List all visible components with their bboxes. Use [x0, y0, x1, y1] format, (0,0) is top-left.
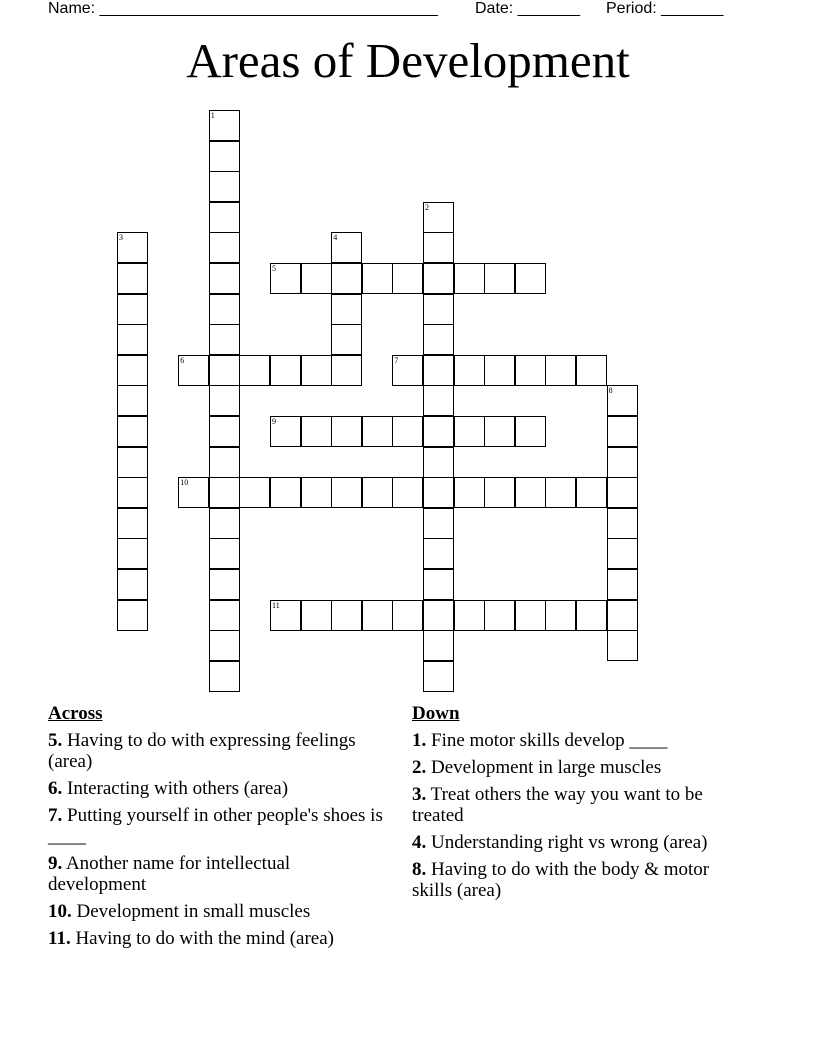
crossword-cell[interactable] [576, 600, 607, 631]
crossword-cell[interactable] [270, 600, 301, 631]
crossword-cell[interactable] [392, 600, 423, 631]
crossword-cell[interactable] [423, 263, 454, 294]
crossword-cell[interactable] [117, 355, 148, 386]
crossword-cell[interactable] [178, 355, 209, 386]
crossword-cell[interactable] [423, 416, 454, 447]
crossword-cell[interactable] [454, 416, 485, 447]
clue-across-7: 7. Putting yourself in other people's shoes is ____ [48, 805, 383, 847]
crossword-cell[interactable] [331, 600, 362, 631]
crossword-cell[interactable] [423, 630, 454, 661]
crossword-cell[interactable] [301, 355, 332, 386]
crossword-cell[interactable] [117, 232, 148, 263]
crossword-cell[interactable] [423, 447, 454, 478]
crossword-cell[interactable] [117, 447, 148, 478]
crossword-cell[interactable] [392, 416, 423, 447]
crossword-cell[interactable] [117, 477, 148, 508]
crossword-cell[interactable] [576, 355, 607, 386]
cell-number: 4 [333, 233, 338, 243]
cell-number: 9 [272, 417, 276, 426]
crossword-cell[interactable] [331, 232, 362, 263]
crossword-cell[interactable] [209, 263, 240, 294]
crossword-cell[interactable] [423, 538, 454, 569]
crossword-cell[interactable] [607, 538, 638, 569]
crossword-cell[interactable] [270, 355, 301, 386]
crossword-cell[interactable] [331, 355, 362, 386]
page-title: Areas of Development [186, 33, 630, 88]
crossword-cell[interactable] [392, 355, 423, 386]
crossword-cell[interactable] [209, 416, 240, 447]
crossword-cell[interactable] [454, 263, 485, 294]
crossword-cell[interactable] [209, 630, 240, 661]
cell-number: 5 [272, 264, 276, 273]
cell-number: 2 [425, 202, 429, 212]
down-clues [412, 703, 742, 907]
clue-across-6: 6. Interacting with others (area) [48, 778, 289, 799]
crossword-cell[interactable] [301, 600, 332, 631]
name-field[interactable]: Name: ______________________________________ [48, 0, 438, 17]
crossword-cell[interactable] [117, 569, 148, 600]
crossword-cell[interactable] [117, 385, 148, 416]
cell-number: 7 [394, 355, 399, 365]
crossword-cell[interactable] [423, 202, 454, 233]
crossword-cell[interactable] [178, 477, 209, 508]
crossword-cell[interactable] [209, 477, 240, 508]
crossword-cell[interactable] [392, 477, 423, 508]
across-heading: Across [48, 703, 103, 724]
crossword-cell[interactable] [607, 508, 638, 539]
clue-across-5: 5. Having to do with expressing feelings (area) [48, 730, 356, 772]
crossword-cell[interactable] [209, 661, 240, 692]
crossword-cell[interactable] [484, 416, 515, 447]
crossword-cell[interactable] [607, 600, 638, 631]
crossword-cell[interactable] [484, 263, 515, 294]
crossword-cell[interactable] [331, 294, 362, 325]
crossword-cell[interactable] [607, 385, 638, 416]
crossword-cell[interactable] [209, 171, 240, 202]
cell-number: 1 [210, 111, 215, 120]
crossword-cell[interactable] [331, 477, 362, 508]
crossword-cell[interactable] [484, 600, 515, 631]
crossword-cell[interactable] [209, 600, 240, 631]
cell-number: 11 [272, 600, 280, 610]
crossword-cell[interactable] [515, 416, 546, 447]
crossword-cell[interactable] [209, 324, 240, 355]
crossword-cell[interactable] [545, 355, 576, 386]
crossword-cell[interactable] [454, 477, 485, 508]
crossword-cell[interactable] [117, 538, 148, 569]
crossword-cell[interactable] [423, 355, 454, 386]
crossword-cell[interactable] [117, 324, 148, 355]
crossword-cell[interactable] [209, 202, 240, 233]
cell-number: 10 [180, 478, 189, 488]
crossword-cell[interactable] [270, 263, 301, 294]
crossword-cell[interactable] [484, 355, 515, 386]
crossword-cell[interactable] [545, 477, 576, 508]
crossword-cell[interactable] [209, 447, 240, 478]
crossword-cell[interactable] [423, 232, 454, 263]
crossword-cell[interactable] [515, 355, 546, 386]
crossword-cell[interactable] [362, 477, 393, 508]
crossword-cell[interactable] [117, 294, 148, 325]
crossword-cell[interactable] [331, 324, 362, 355]
crossword-cell[interactable] [270, 477, 301, 508]
crossword-cell[interactable] [239, 355, 270, 386]
crossword-cell[interactable] [423, 508, 454, 539]
clue-down-3: 3. Treat others the way you want to be treated [412, 784, 703, 826]
crossword-cell[interactable] [423, 661, 454, 692]
crossword-cell[interactable] [607, 569, 638, 600]
crossword-cell[interactable] [423, 324, 454, 355]
crossword-cell[interactable] [362, 263, 393, 294]
crossword-cell[interactable] [270, 416, 301, 447]
down-heading: Down [412, 703, 460, 724]
crossword-cell[interactable] [209, 232, 240, 263]
crossword-cell[interactable] [576, 477, 607, 508]
crossword-cell[interactable] [607, 630, 638, 661]
crossword-cell[interactable] [607, 447, 638, 478]
cell-number: 6 [180, 355, 185, 365]
crossword-cell[interactable] [239, 477, 270, 508]
crossword-cell[interactable] [484, 477, 515, 508]
crossword-cell[interactable] [607, 477, 638, 508]
crossword-cell[interactable] [423, 600, 454, 631]
crossword-cell[interactable] [301, 477, 332, 508]
across-clues [48, 703, 393, 955]
crossword-cell[interactable] [209, 294, 240, 325]
crossword-cell[interactable] [392, 263, 423, 294]
crossword-cell[interactable] [362, 600, 393, 631]
crossword-cell[interactable] [117, 600, 148, 631]
period-field[interactable]: Period: _______ [606, 0, 724, 17]
crossword-cell[interactable] [331, 263, 362, 294]
crossword-cell[interactable] [454, 355, 485, 386]
crossword-cell[interactable] [454, 600, 485, 631]
crossword-cell[interactable] [423, 569, 454, 600]
crossword-cell[interactable] [117, 263, 148, 294]
crossword-cell[interactable] [331, 416, 362, 447]
cell-number: 8 [608, 386, 613, 396]
clue-down-2: 2. Development in large muscles [412, 757, 662, 778]
crossword-cell[interactable] [301, 263, 332, 294]
crossword-cell[interactable] [515, 263, 546, 294]
crossword-cell[interactable] [209, 508, 240, 539]
crossword-cell[interactable] [209, 569, 240, 600]
crossword-cell[interactable] [515, 600, 546, 631]
crossword-cell[interactable] [423, 477, 454, 508]
clue-across-9: 9. Another name for intellectual development [48, 853, 291, 895]
crossword-cell[interactable] [117, 416, 148, 447]
crossword-cell[interactable] [545, 600, 576, 631]
clue-down-4: 4. Understanding right vs wrong (area) [412, 832, 708, 853]
date-field[interactable]: Date: _______ [475, 0, 580, 17]
crossword-cell[interactable] [515, 477, 546, 508]
clue-down-1: 1. Fine motor skills develop ____ [412, 730, 668, 751]
crossword-cell[interactable] [301, 416, 332, 447]
crossword-cell[interactable] [117, 508, 148, 539]
crossword-cell[interactable] [209, 141, 240, 172]
clue-across-10: 10. Development in small muscles [48, 901, 311, 922]
crossword-cell[interactable] [607, 416, 638, 447]
crossword-cell[interactable] [362, 416, 393, 447]
crossword-cell[interactable] [423, 385, 454, 416]
crossword-cell[interactable] [209, 538, 240, 569]
crossword-cell[interactable] [209, 355, 240, 386]
crossword-cell[interactable] [209, 385, 240, 416]
clue-down-8: 8. Having to do with the body & motor skills (area) [412, 859, 710, 901]
crossword-cell[interactable] [209, 110, 240, 141]
cell-number: 3 [119, 233, 123, 243]
crossword-cell[interactable] [423, 294, 454, 325]
clue-across-11: 11. Having to do with the mind (area) [48, 928, 334, 949]
